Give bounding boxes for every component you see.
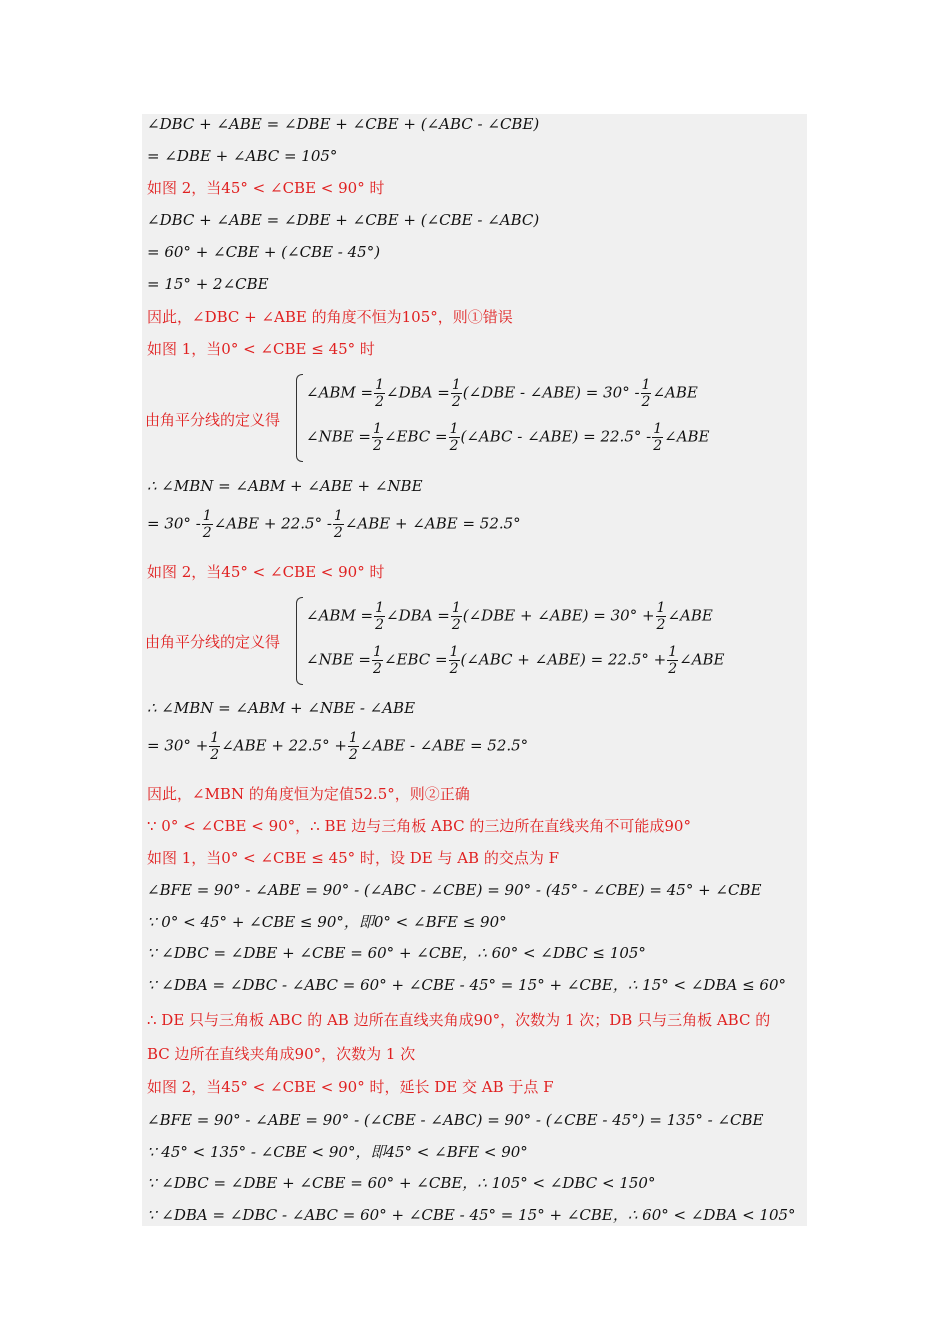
s1r2-a: ∠NBE = [306,427,372,446]
fraction: $\frac{1}{2}$ [451,600,461,633]
system2-label: 由角平分线的定义得 [145,633,281,651]
line-1: ∠DBC + ∠ABE = ∠DBE + ∠CBE + (∠ABC - ∠CBE) [147,115,540,133]
s1r1-b: ∠DBA = [386,383,450,402]
s1r1-a: ∠ABM = [306,383,374,402]
line-5: = 60° + ∠CBE + (∠CBE - 45°) [147,243,381,261]
line-24: ∠BFE = 90° - ∠ABE = 90° - (∠CBE - ∠ABC) = 90° - (∠CBE - 45°) = 135° - ∠CBE [147,1111,764,1129]
fraction: $\frac{1}{2}$ [333,508,343,541]
line-14: 因此，∠MBN 的角度恒为定值52.5°，则②正确 [147,785,470,803]
fraction: $\frac{1}{2}$ [373,421,382,454]
system2-brace [296,597,303,685]
line-9: ∴ ∠MBN = ∠ABM + ∠ABE + ∠NBE [147,477,423,495]
system2-row2: ∠NBE = $\frac{1}{2}$ ∠EBC = $\frac{1}{2}$ (∠ABC + ∠ABE) = 22.5° + $\frac{1}{2}$ ∠ABE [306,644,725,677]
line-7: 因此，∠DBC + ∠ABE 的角度不恒为105°，则①错误 [147,308,513,326]
fraction: $\frac{1}{2}$ [653,421,663,454]
fraction: $\frac{1}{2}$ [202,508,212,541]
line-18: ∵ 0° < 45° + ∠CBE ≤ 90°，即0° < ∠BFE ≤ 90° [147,913,507,931]
system1-row2 [306,421,710,454]
fraction: $\frac{1}{2}$ [210,730,220,763]
line-13: = 30° + $\frac{1}{2}$ ∠ABE + 22.5° + $\frac{1}{2}$ ∠ABE - ∠ABE = 52.5° [147,730,529,763]
s1r1-c: (∠DBE - ∠ABE) = 30° - [462,383,640,402]
line-20: ∵ ∠DBA = ∠DBC - ∠ABC = 60° + ∠CBE - 45° = 15° + ∠CBE，∴ 15° < ∠DBA ≤ 60° [147,976,786,994]
line-17: ∠BFE = 90° - ∠ABE = 90° - (∠ABC - ∠CBE) = 90° - (45° - ∠CBE) = 45° + ∠CBE [147,881,762,899]
line-12: ∴ ∠MBN = ∠ABM + ∠NBE - ∠ABE [147,699,416,717]
line-25: ∵ 45° < 135° - ∠CBE < 90°，即45° < ∠BFE < 90° [147,1143,528,1161]
fraction: $\frac{1}{2}$ [668,644,678,677]
fraction: $\frac{1}{2}$ [641,377,651,410]
line-23: 如图 2，当45° < ∠CBE < 90° 时，延长 DE 交 AB 于点 F [147,1078,554,1096]
line-11: 如图 2，当45° < ∠CBE < 90° 时 [147,563,385,581]
line-2: = ∠DBE + ∠ABC = 105° [147,147,338,165]
line-6: = 15° + 2∠CBE [147,275,269,293]
s1r2-b: ∠EBC = [383,427,448,446]
system1-row1 [306,377,698,410]
line-8: 如图 1，当0° < ∠CBE ≤ 45° 时 [147,340,375,358]
system1-brace [296,374,303,462]
s1r2-d: ∠ABE [664,427,710,446]
system1-label: 由角平分线的定义得 [145,411,281,429]
fraction: $\frac{1}{2}$ [656,600,666,633]
s1r2-c: (∠ABC - ∠ABE) = 22.5° - [460,427,652,446]
line-21: ∴ DE 只与三角板 ABC 的 AB 边所在直线夹角成90°，次数为 1 次；DB 只与三角板 ABC 的 [147,1011,771,1029]
line-4: ∠DBC + ∠ABE = ∠DBE + ∠CBE + (∠CBE - ∠ABC) [147,211,540,229]
line-10: = 30° - $\frac{1}{2}$ ∠ABE + 22.5° - $\frac{1}{2}$ ∠ABE + ∠ABE = 52.5° [147,508,521,541]
line-26: ∵ ∠DBC = ∠DBE + ∠CBE = 60° + ∠CBE，∴ 105° < ∠DBC < 150° [147,1174,656,1192]
line-19: ∵ ∠DBC = ∠DBE + ∠CBE = 60° + ∠CBE，∴ 60° < ∠DBC ≤ 105° [147,944,646,962]
system2-row1: ∠ABM = $\frac{1}{2}$ ∠DBA = $\frac{1}{2}$ (∠DBE + ∠ABE) = 30° + $\frac{1}{2}$ ∠ABE [306,600,713,633]
line-16: 如图 1，当0° < ∠CBE ≤ 45° 时，设 DE 与 AB 的交点为 F [147,849,560,867]
line-15: ∵ 0° < ∠CBE < 90°，∴ BE 边与三角板 ABC 的三边所在直线夹角不可能成90° [147,817,691,835]
line-27: ∵ ∠DBA = ∠DBC - ∠ABC = 60° + ∠CBE - 45° = 15° + ∠CBE，∴ 60° < ∠DBA < 105° [147,1206,796,1224]
fraction: $\frac{1}{2}$ [373,644,382,677]
fraction: $\frac{1}{2}$ [375,377,385,410]
fraction: $\frac{1}{2}$ [449,421,459,454]
line-22: BC 边所在直线夹角成90°，次数为 1 次 [147,1045,416,1063]
fraction: $\frac{1}{2}$ [375,600,385,633]
fraction: $\frac{1}{2}$ [451,377,461,410]
fraction: $\frac{1}{2}$ [348,730,358,763]
fraction: $\frac{1}{2}$ [449,644,459,677]
line-3: 如图 2，当45° < ∠CBE < 90° 时 [147,179,385,197]
s1r1-d: ∠ABE [652,383,698,402]
